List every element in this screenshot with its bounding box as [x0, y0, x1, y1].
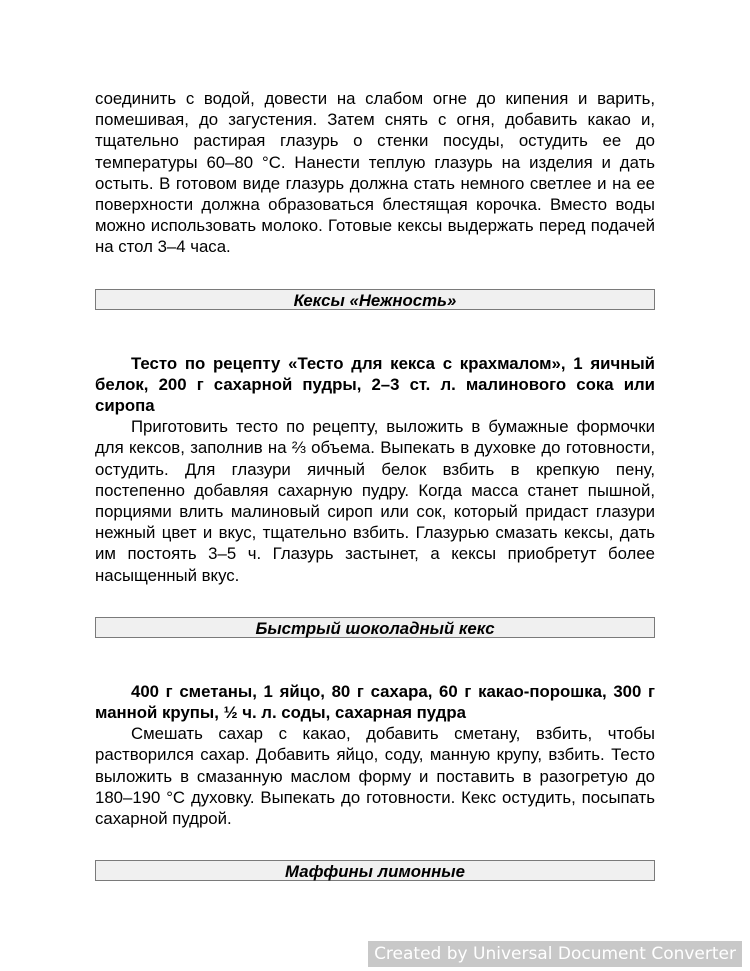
ingredients-chocolate-cake: 400 г сметаны, 1 яйцо, 80 г сахара, 60 г какао-порошка, 300 г манной крупы, ½ ч. л. соды, сахарная пудра	[95, 681, 655, 723]
converter-watermark: Created by Universal Document Converter	[368, 941, 742, 967]
ingredients-nezhnost: Тесто по рецепту «Тесто для кекса с крахмалом», 1 яичный белок, 200 г сахарной пудры, 2–3 ст. л. малинового сока или сиропа	[95, 353, 655, 416]
document-page	[95, 88, 655, 881]
method-chocolate-cake: Смешать сахар с какао, добавить сметану, взбить, чтобы растворился сахар. Добавить яйцо, соду, манную крупу, взбить. Тесто выложить в смазанную маслом форму и поставить в разогретую до 180–190 °С духовку. Выпекать до готовности. Кекс остудить, посыпать сахарной пудрой.	[95, 724, 655, 829]
recipe-title-nezhnost: Кексы «Нежность»	[95, 289, 655, 310]
recipe-title-lemon-muffins: Маффины лимонные	[95, 860, 655, 881]
intro-paragraph: соединить с водой, довести на слабом огне до кипения и варить, помешивая, до загустения. Затем снять с огня, добавить какао и, тщательно растирая глазурь о стенки посуды, остудить ее до температуры 60–80 °C. Нанести теплую глазурь на изделия и дать остыть. В готовом виде глазурь должна стать немного светлее и на ее поверхности должна образоваться блестящая корочка. Вместо воды можно использовать молоко. Готовые кексы выдержать перед подачей на стол 3–4 часа.	[95, 89, 655, 257]
method-nezhnost: Приготовить тесто по рецепту, выложить в бумажные формочки для кексов, заполнив на ⅔ объема. Выпекать в духовке до готовности, остудить. Для глазури яичный белок взбить в крепкую пену, постепенно добавляя сахарную пудру. Когда масса станет пышной, порциями влить малиновый сироп или сок, который придаст глазури нежный цвет и вкус, тщательно взбить. Глазурью смазать кексы, дать им постоять 3–5 ч. Глазурь застынет, а кексы приобретут более насыщенный вкус.	[95, 417, 655, 585]
recipe-title-chocolate-cake: Быстрый шоколадный кекс	[95, 617, 655, 638]
